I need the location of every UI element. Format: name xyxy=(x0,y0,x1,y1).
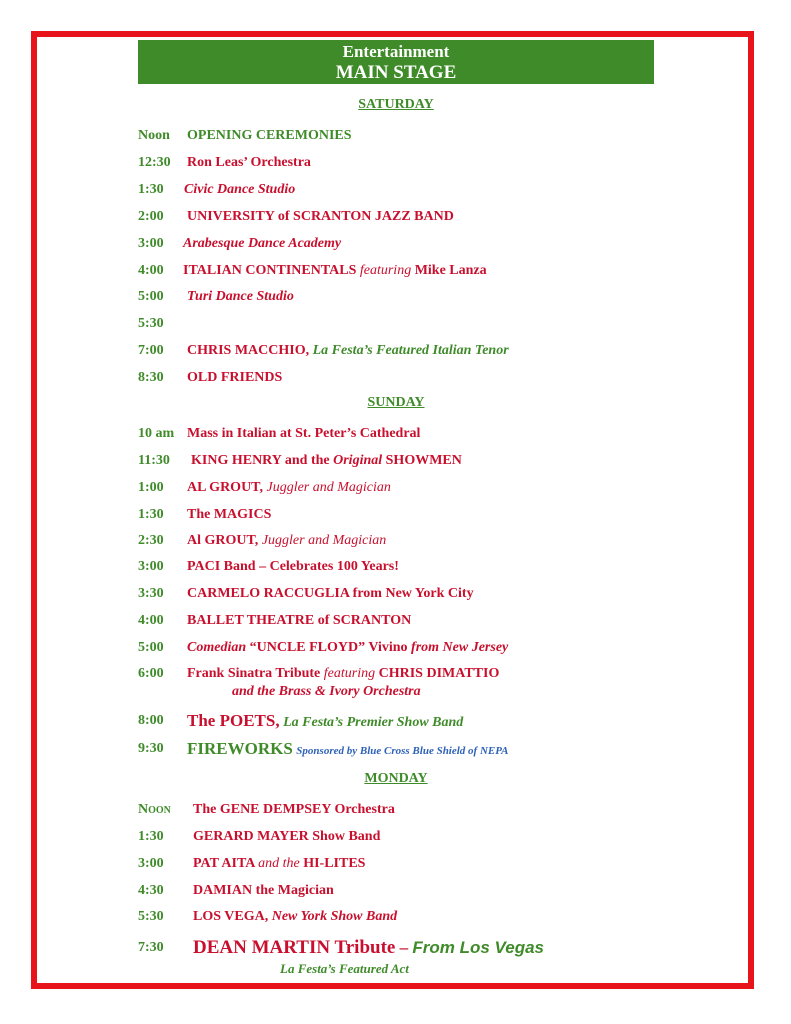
act-note: From Los Vegas xyxy=(412,938,544,957)
act-name-3: SHOWMEN xyxy=(385,453,462,468)
act-note: La Festa’s Premier Show Band xyxy=(283,715,464,730)
act-label xyxy=(187,638,508,658)
act-name: “UNCLE FLOYD” Vivino xyxy=(249,640,408,655)
time-label: 4:00 xyxy=(138,613,164,628)
act-label xyxy=(187,341,509,361)
act-label: Civic Dance Studio xyxy=(184,182,296,197)
header-subtitle: MAIN STAGE xyxy=(335,62,457,83)
schedule-row xyxy=(138,451,698,471)
time-label: 9:30 xyxy=(138,741,164,756)
act-name: The POETS, xyxy=(187,711,280,730)
time-label: 3:30 xyxy=(138,586,164,601)
act-label xyxy=(191,451,462,471)
act-label: Arabesque Dance Academy xyxy=(183,236,342,251)
time-label: 7:00 xyxy=(138,343,164,358)
time-label: 2:30 xyxy=(138,533,164,548)
schedule-row xyxy=(138,505,698,525)
schedule-row xyxy=(138,907,698,927)
schedule-row xyxy=(138,287,698,307)
act-name: CHRIS MACCHIO, xyxy=(187,343,310,358)
time-label: 11:30 xyxy=(138,453,170,468)
time-label: 8:00 xyxy=(138,713,164,728)
act-label xyxy=(187,739,509,761)
time-rest: OON xyxy=(148,805,171,816)
day-heading-saturday: SATURDAY xyxy=(358,97,434,112)
time-label: 1:30 xyxy=(138,829,164,844)
time-label: 2:00 xyxy=(138,209,164,224)
day-heading-sunday: SUNDAY xyxy=(367,395,425,410)
time-label: 6:00 xyxy=(138,666,164,681)
act-label xyxy=(193,907,397,927)
act-featuring: featuring xyxy=(359,263,412,278)
act-name: KING HENRY and the xyxy=(191,453,330,468)
act-second-line: La Festa’s Featured Act xyxy=(280,961,409,976)
time-label: 7:30 xyxy=(138,940,164,955)
time-label: 1:30 xyxy=(138,182,164,197)
act-name-2: CHRIS DIMATTIO xyxy=(378,666,500,681)
time-label: 5:30 xyxy=(138,316,164,331)
act-sponsor: Sponsored by Blue Cross Blue Shield of NEPA xyxy=(296,745,509,757)
act-label: UNIVERSITY of SCRANTON JAZZ BAND xyxy=(187,209,454,224)
act-label: OPENING CEREMONIES xyxy=(187,128,352,143)
act-name-2: Original xyxy=(333,453,383,468)
act-second-line: and the Brass & Ivory Orchestra xyxy=(232,684,421,699)
schedule-row xyxy=(138,126,698,146)
time-label: 5:30 xyxy=(138,909,164,924)
schedule-row xyxy=(138,710,698,732)
act-label xyxy=(193,936,544,962)
act-label xyxy=(183,261,487,281)
act-label: GERARD MAYER Show Band xyxy=(193,829,381,844)
schedule-row xyxy=(138,557,698,577)
time-label: 5:00 xyxy=(138,289,164,304)
schedule-row xyxy=(138,611,698,631)
act-label xyxy=(187,531,386,551)
act-label xyxy=(187,478,391,498)
schedule-row xyxy=(138,424,698,444)
act-label: The GENE DEMPSEY Orchestra xyxy=(193,802,395,817)
act-name-2: Mike Lanza xyxy=(414,263,487,278)
act-suffix: from New Jersey xyxy=(411,640,509,655)
schedule-row xyxy=(138,936,698,960)
schedule-row xyxy=(138,314,698,334)
act-name: Al GROUT, xyxy=(187,533,259,548)
act-connector: and the xyxy=(258,856,300,871)
schedule-row xyxy=(138,261,698,281)
header-title: Entertainment xyxy=(342,42,450,61)
time-label: 1:00 xyxy=(138,480,164,495)
act-label: PACI Band – Celebrates 100 Years! xyxy=(187,559,399,574)
time-cap: N xyxy=(138,802,149,817)
schedule-row xyxy=(138,664,698,684)
time-label: 12:30 xyxy=(138,155,171,170)
act-featuring: featuring xyxy=(323,666,376,681)
schedule-row xyxy=(138,827,698,847)
time-label: Noon xyxy=(138,128,170,143)
time-label: 8:30 xyxy=(138,370,164,385)
act-name: Frank Sinatra Tribute xyxy=(187,666,321,681)
act-label: OLD FRIENDS xyxy=(187,370,283,385)
schedule-row xyxy=(138,153,698,173)
schedule-row xyxy=(138,854,698,874)
act-name: DEAN MARTIN Tribute xyxy=(193,937,396,958)
time-label: 4:00 xyxy=(138,263,164,278)
schedule-row xyxy=(138,881,698,901)
act-name: AL GROUT, xyxy=(187,480,263,495)
schedule-row xyxy=(138,368,698,388)
act-name: LOS VEGA, xyxy=(193,909,269,924)
act-prefix: Comedian xyxy=(187,640,247,655)
time-label: 5:00 xyxy=(138,640,164,655)
day-heading-monday: MONDAY xyxy=(364,771,428,786)
act-label xyxy=(187,710,463,734)
time-label: 1:30 xyxy=(138,507,164,522)
act-label: BALLET THEATRE of SCRANTON xyxy=(187,613,412,628)
time-label: 3:00 xyxy=(138,856,164,871)
act-label xyxy=(187,664,499,684)
schedule-row xyxy=(138,638,698,658)
schedule-row xyxy=(138,584,698,604)
time-label: 10 am xyxy=(138,426,175,441)
act-label: The MAGICS xyxy=(187,507,272,522)
schedule-row xyxy=(138,207,698,227)
header-banner xyxy=(138,40,654,84)
act-name: ITALIAN CONTINENTALS xyxy=(183,263,357,278)
time-label: 3:00 xyxy=(138,236,164,251)
act-name-2: HI-LITES xyxy=(303,856,366,871)
act-dash: – xyxy=(395,938,413,957)
schedule-row xyxy=(138,739,698,759)
time-label: 3:00 xyxy=(138,559,164,574)
act-label xyxy=(193,854,365,874)
act-name: PAT AITA xyxy=(193,856,255,871)
act-note: New York Show Band xyxy=(271,909,398,924)
time-label: 4:30 xyxy=(138,883,164,898)
act-note: La Festa’s Featured Italian Tenor xyxy=(312,343,509,358)
schedule-row xyxy=(138,800,698,820)
act-name: FIREWORKS xyxy=(187,739,293,758)
act-label: Mass in Italian at St. Peter’s Cathedral xyxy=(187,426,421,441)
schedule-row xyxy=(138,341,698,361)
schedule-row xyxy=(138,478,698,498)
act-label: DAMIAN the Magician xyxy=(193,883,334,898)
schedule-row xyxy=(138,180,698,200)
act-note: Juggler and Magician xyxy=(266,480,391,495)
time-label xyxy=(138,800,171,821)
schedule-row xyxy=(138,234,698,254)
act-label: CARMELO RACCUGLIA from New York City xyxy=(187,586,474,601)
act-label: Turi Dance Studio xyxy=(187,289,294,304)
act-label: Ron Leas’ Orchestra xyxy=(187,155,311,170)
schedule-row xyxy=(138,531,698,551)
act-note: Juggler and Magician xyxy=(261,533,387,548)
